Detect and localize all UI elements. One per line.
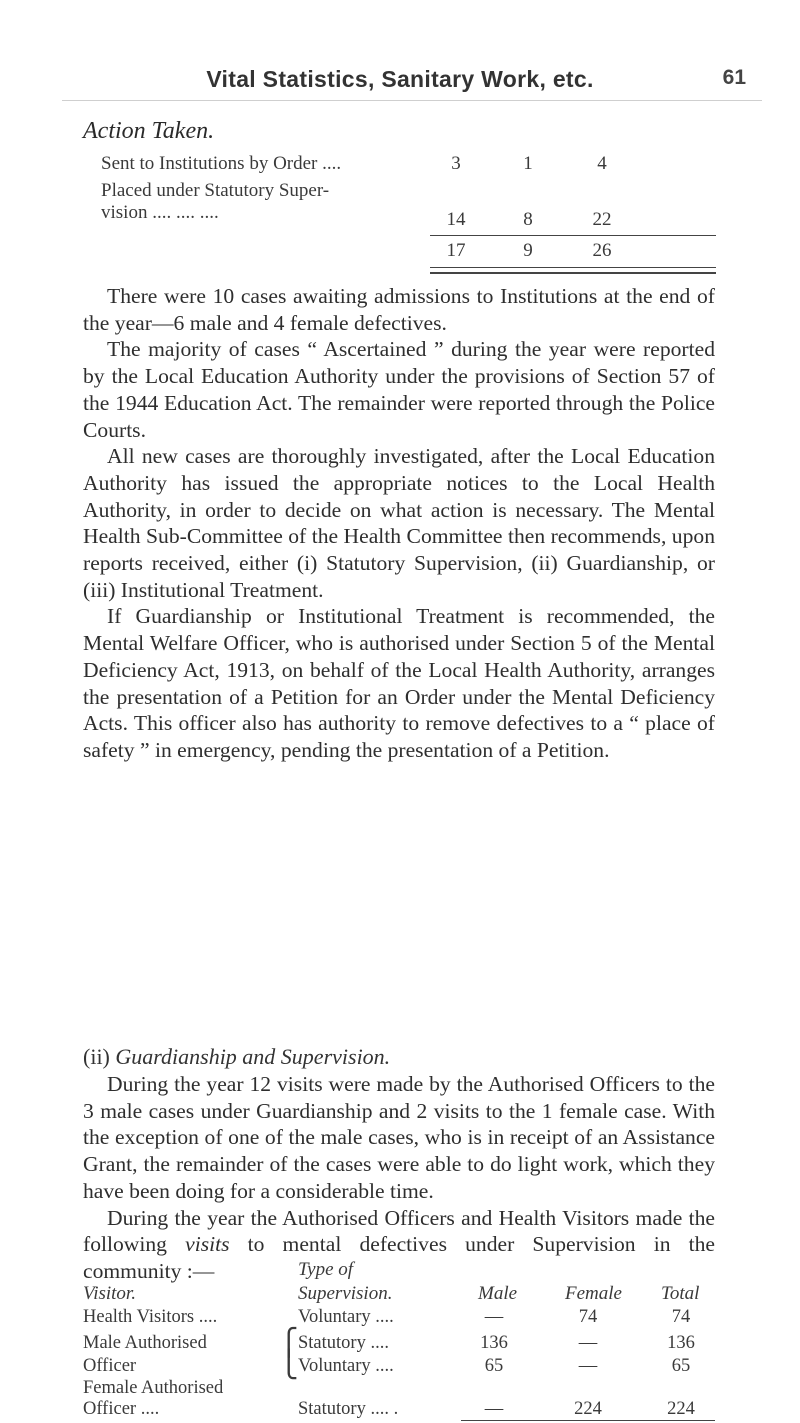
col-header-female: Female [565, 1283, 622, 1304]
paragraph: During the year 12 visits were made by the Authorised Officers to the 3 male cases under Guardianship and 2 visits to the 1 female case. With the exception of one of the male cases, who is in receipt of an Assistance Grant, the remainder of the cases were able to do light work, which they have been doing for a considerable time. [83, 1072, 715, 1203]
table-cell-total: 224 [667, 1399, 695, 1419]
table-cell-type: Voluntary .... [298, 1307, 394, 1327]
paragraph: The majority of cases “ Ascertained ” during the year were reported by the Local Education Authority under the provisions of Section 57 of the 1944 Education Act. The remainder were reported through the Police Courts. [83, 337, 715, 442]
table-cell-female: 224 [574, 1399, 602, 1419]
col-header-type: Supervision. [298, 1283, 393, 1304]
emphasis-text: visits [185, 1232, 230, 1257]
col-header-type: Type of [298, 1259, 354, 1280]
body-text [83, 283, 715, 764]
table-cell-type: Statutory .... [298, 1333, 389, 1353]
table-cell-male: 65 [484, 1356, 504, 1376]
total-double-rule [430, 267, 716, 274]
action-row-label: Sent to Institutions by Order .... [101, 153, 342, 174]
subtotal-rule [430, 235, 716, 236]
table-cell-female: — [578, 1333, 598, 1353]
action-total: 17 [446, 240, 466, 261]
header-rule [62, 100, 762, 101]
guardianship-text [83, 1071, 715, 1285]
table-cell-visitor: Officer .... [83, 1399, 160, 1419]
brace-top: ⎧ [279, 1328, 299, 1357]
table-cell-visitor: Officer [83, 1356, 137, 1376]
table-cell-total: 136 [667, 1333, 695, 1353]
section-title-action-taken: Action Taken. [83, 118, 215, 144]
table-cell-total: 65 [671, 1356, 691, 1376]
action-total: 26 [592, 240, 612, 261]
action-row-value: 8 [523, 209, 533, 230]
table-cell-male: 136 [480, 1333, 508, 1353]
subsection-title: Guardianship and Supervision. [115, 1044, 391, 1069]
table-cell-male: — [484, 1399, 504, 1419]
table-cell-total: 74 [671, 1307, 691, 1327]
table-cell-male: — [484, 1307, 504, 1327]
table-cell-type: Statutory .... . [298, 1399, 399, 1419]
page-number: 61 [722, 66, 746, 89]
table-cell-female: — [578, 1356, 598, 1376]
running-head: Vital Statistics, Sanitary Work, etc. [206, 66, 594, 92]
action-row-value: 22 [592, 209, 612, 230]
paragraph: All new cases are thoroughly investigated, after the Local Education Authority has issued the appropriate notices to the Local Health Authority, in order to decide on what action is necessary. The Mental Health Sub-Committee of the Health Committee then recommends, upon reports received, either (i) Statutory Supervision, (ii) Guardianship, or (iii) Institutional Treatment. [83, 444, 715, 602]
action-row-value: 1 [523, 153, 533, 174]
table-cell-visitor: Health Visitors .... [83, 1307, 218, 1327]
action-row-value: 3 [451, 153, 461, 174]
brace-bottom: ⎩ [279, 1350, 299, 1379]
col-header-visitor: Visitor. [83, 1283, 136, 1304]
action-total: 9 [523, 240, 533, 261]
paragraph: There were 10 cases awaiting admissions to Institutions at the end of the year—6 male and 4 female defectives. [83, 284, 715, 335]
subsection-number: (ii) [83, 1044, 110, 1069]
paragraph: During the year the Authorised Officers and Health Visitors made the following visits to mental defectives under Supervision in the community :— [83, 1205, 715, 1283]
table-cell-female: 74 [578, 1307, 598, 1327]
action-row-value: 14 [446, 209, 466, 230]
action-row-label: vision .... .... .... [101, 202, 219, 223]
paragraph: If Guardianship or Institutional Treatment is recommended, the Mental Welfare Officer, who is authorised under Section 5 of the Mental Deficiency Act, 1913, on behalf of the Local Health Authority, arranges the presentation of a Petition for an Order under the Mental Deficiency Acts. This officer also has authority to remove defectives to a “ place of safety ” in emergency, pending the presentation of a Petition. [83, 604, 715, 762]
table-cell-type: Voluntary .... [298, 1356, 394, 1376]
table-cell-visitor: Male Authorised [83, 1333, 207, 1353]
col-header-total: Total [661, 1283, 700, 1304]
action-row-label: Placed under Statutory Super- [101, 180, 330, 201]
table-total-rule [461, 1420, 715, 1421]
subsection-heading [83, 1044, 390, 1070]
table-cell-visitor: Female Authorised [83, 1378, 224, 1398]
col-header-male: Male [478, 1283, 518, 1304]
action-row-value: 4 [597, 153, 607, 174]
